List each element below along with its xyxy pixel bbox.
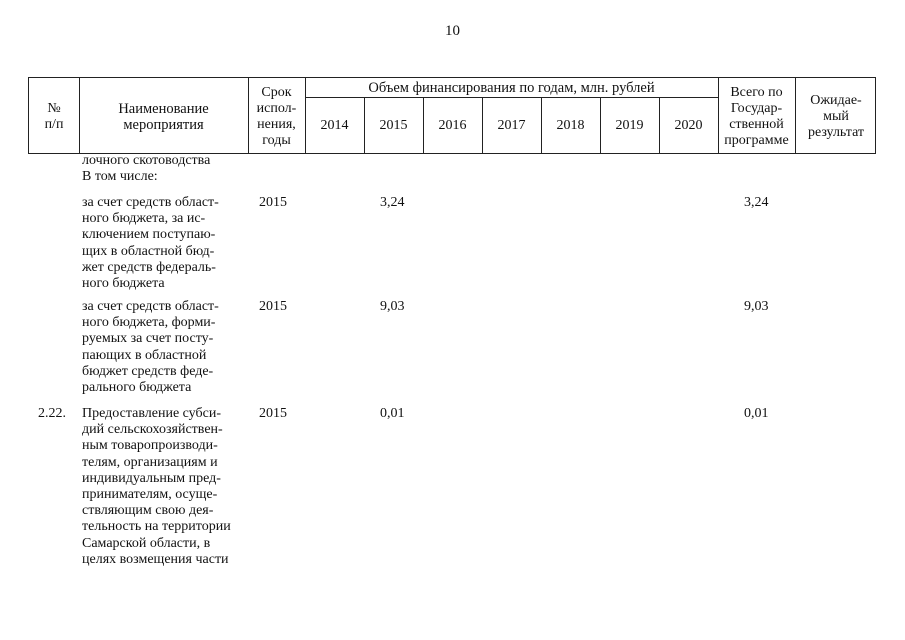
- header-year: 2016: [438, 118, 467, 133]
- header-year: 2015: [379, 118, 408, 133]
- header-year: 2020: [674, 118, 703, 133]
- row3-2015: 0,01: [380, 406, 405, 421]
- header-name: Наименование мероприятия: [118, 100, 209, 133]
- row2-total: 9,03: [744, 299, 769, 314]
- row3-total: 0,01: [744, 406, 769, 421]
- row2-2015: 9,03: [380, 299, 405, 314]
- row3-text: Предоставление субси- дий сельскохозяйствен- ным товаропроизводи- телям, организациям и индивидуальным пред- принимателям, осуще- ствляющим свою дея- тельность на территории Самарской области, в целях возмещения части: [82, 406, 231, 567]
- row1-2015: 3,24: [380, 195, 405, 210]
- row2-text: за счет средств област- ного бюджета, форми- руемых за счет посту- пающих в областной бюджет средств феде- рального бюджета: [82, 299, 219, 396]
- row1-term: 2015: [259, 195, 287, 210]
- row1-total: 3,24: [744, 195, 769, 210]
- table-header: [28, 77, 876, 154]
- row2-term: 2015: [259, 299, 287, 314]
- header-year: 2019: [615, 118, 644, 133]
- header-year: 2014: [320, 118, 349, 133]
- row3-term: 2015: [259, 406, 287, 421]
- row3-num: 2.22.: [38, 406, 66, 421]
- row1-text: за счет средств област- ного бюджета, за ис- ключением поступаю- щих в областной бюд- жет средств федераль- ного бюджета: [82, 195, 219, 292]
- continuation-text: лочного скотоводства: [82, 153, 211, 168]
- header-result: Ожидае- мый результат: [807, 92, 865, 140]
- header-total: Всего по Государ- ственной программе: [724, 84, 789, 148]
- header-term: Срок испол- нения, годы: [256, 84, 297, 148]
- page-number: 10: [445, 23, 460, 39]
- header-year: 2018: [556, 118, 585, 133]
- including-label: В том числе:: [82, 169, 158, 184]
- header-funding: Объем финансирования по годам, млн. рублей: [368, 79, 655, 96]
- header-num: № п/п: [44, 100, 64, 132]
- header-year: 2017: [497, 118, 526, 133]
